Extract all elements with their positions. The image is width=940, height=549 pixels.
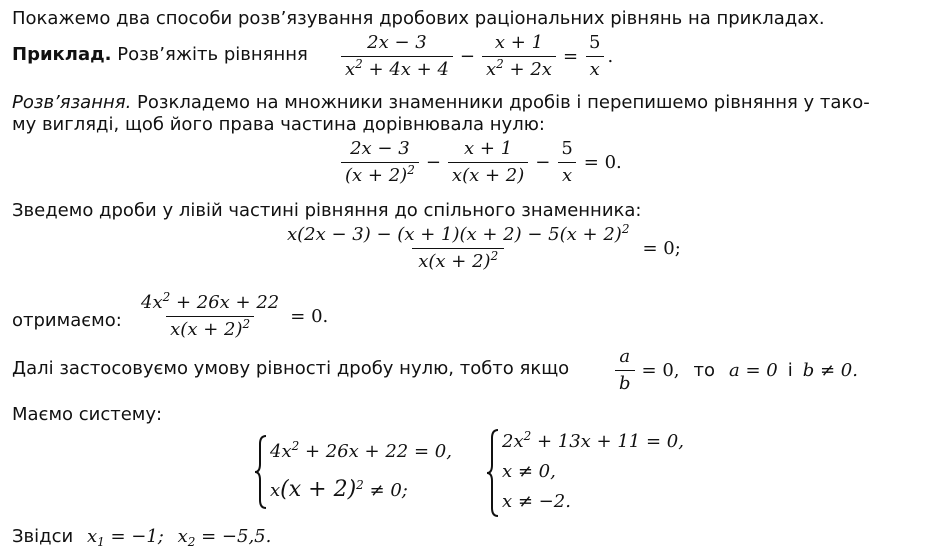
example-equation <box>338 32 613 81</box>
eq2-fraction-3 <box>557 138 576 187</box>
condition-and: і <box>787 360 793 381</box>
condition-denominator: b <box>615 370 635 395</box>
example-f2-denominator: $x^2 + 2x$ <box>482 56 556 81</box>
example-f1-numerator: 2x − 3 <box>367 32 427 53</box>
answer-x2: $x_2 = -5,5$. <box>177 526 272 549</box>
condition-b: b ≠ 0. <box>802 360 858 381</box>
condition-text: Далі застосовуємо умову рівності дробу нулю, тобто якщо <box>12 358 570 379</box>
example-text: Розв’яжіть рівняння <box>117 44 308 65</box>
solution-label: Розв’язання. <box>12 92 132 113</box>
system2-line-1: $2x^2 + 13x + 11 = 0$, <box>502 429 684 452</box>
result-rhs: = 0. <box>290 306 329 327</box>
condition-fraction <box>615 346 635 395</box>
answer-line <box>12 526 271 548</box>
answer-x1: $x_1 = -1$; <box>86 526 164 549</box>
eq3-rhs: = 0; <box>642 238 681 259</box>
eq2-fraction-1 <box>341 138 419 187</box>
left-brace-icon <box>486 428 500 518</box>
result-label: отримаємо: <box>12 310 122 331</box>
eq2-rhs: = 0. <box>583 152 622 173</box>
result-denominator: $x(x + 2)^2$ <box>166 316 254 341</box>
condition-numerator: a <box>619 346 631 367</box>
eq2-f2-denominator: x(x + 2) <box>448 162 528 187</box>
result-fraction <box>137 292 283 341</box>
example-label: Приклад. <box>12 44 112 65</box>
rewritten-equation <box>338 138 622 187</box>
result-equation <box>134 292 328 341</box>
solution-text-1: Розкладемо на множники знаменники дробів і перепишемо рівняння у тако- <box>131 92 870 113</box>
answer-label: Звідси <box>12 526 74 547</box>
eq3-numerator: $x(2x - 3) - (x + 1)(x + 2) - 5(x + 2)^2$ <box>287 222 630 245</box>
result-numerator: $4x^2 + 26x + 22$ <box>141 290 280 313</box>
period: . <box>607 46 614 67</box>
eq2-f3-denominator: x <box>558 162 576 187</box>
system1-line-1: $4x^2 + 26x + 22 = 0$, <box>270 439 452 462</box>
solution-line-1 <box>12 92 870 114</box>
system2-line-3: x ≠ −2. <box>502 491 571 512</box>
example-f3-denominator: x <box>586 56 604 81</box>
eq2-f1-numerator: 2x − 3 <box>350 138 410 159</box>
left-brace-icon <box>254 434 268 510</box>
condition-rhs: = 0, <box>641 360 680 381</box>
minus-sign: − <box>425 152 441 173</box>
condition-a: a = 0 <box>729 360 778 381</box>
minus-sign: − <box>459 46 475 67</box>
example-fraction-1 <box>341 32 453 81</box>
minus-sign: − <box>535 152 551 173</box>
intro-text: Покажемо два способи розв’язування дробових раціональних рівнянь на прикладах. <box>12 8 825 29</box>
eq2-f1-denominator: $(x + 2)^2$ <box>341 162 419 187</box>
condition-math <box>612 346 858 395</box>
common-denominator-text: Зведемо дроби у лівій частині рівняння до спільного знаменника: <box>12 200 642 221</box>
solution-line-2: му вигляді, щоб його права частина дорівнювала нулю: <box>12 114 545 135</box>
system-label: Маємо систему: <box>12 404 163 425</box>
example-fraction-3 <box>585 32 604 81</box>
eq2-f3-numerator: 5 <box>561 138 573 159</box>
common-equation <box>278 224 681 273</box>
example-f2-numerator: x + 1 <box>494 32 544 53</box>
equals-sign: = <box>562 46 579 67</box>
eq2-f2-numerator: x + 1 <box>464 138 513 159</box>
system1-line-2: $x(x + 2)^2 \ne 0$; <box>270 477 408 502</box>
eq3-denominator: $x(x + 2)^2$ <box>412 248 504 273</box>
system2-line-2: x ≠ 0, <box>502 461 556 482</box>
eq3-fraction <box>281 224 635 273</box>
example-fraction-2 <box>482 32 556 81</box>
condition-then: то <box>693 360 716 381</box>
example-f3-numerator: 5 <box>589 32 601 53</box>
example-f1-denominator: $x^2 + 4x + 4$ <box>341 56 453 81</box>
eq2-fraction-2 <box>448 138 528 187</box>
example-line <box>12 44 308 66</box>
